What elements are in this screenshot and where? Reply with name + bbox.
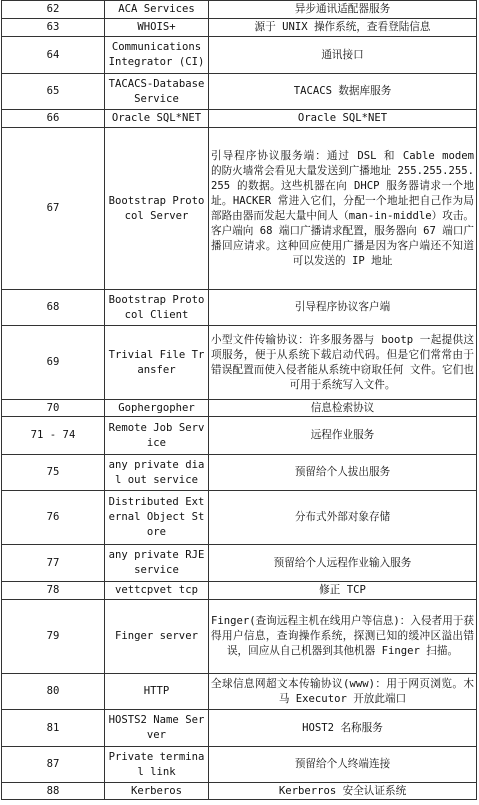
description-cell: 分布式外部对象存储	[209, 491, 477, 545]
port-number-cell: 76	[2, 491, 105, 545]
table-row	[2, 455, 477, 491]
port-number-cell: 81	[2, 710, 105, 747]
description-cell: Oracle SQL*NET	[209, 110, 477, 128]
table-row	[2, 491, 477, 545]
service-name-cell: Gophergopher	[105, 400, 209, 417]
description-cell: 预留给个人远程作业输入服务	[209, 545, 477, 582]
table-row	[2, 326, 477, 400]
port-number-cell: 71 - 74	[2, 417, 105, 455]
table-row	[2, 128, 477, 290]
port-number-cell: 69	[2, 326, 105, 400]
service-name-cell: WHOIS+	[105, 19, 209, 37]
service-name-cell: Bootstrap Protocol Client	[105, 290, 209, 326]
description-cell: 信息检索协议	[209, 400, 477, 417]
port-number-cell: 63	[2, 19, 105, 37]
description-cell: 预留给个人拔出服务	[209, 455, 477, 491]
description-cell: TACACS 数据库服务	[209, 74, 477, 110]
port-number-cell: 67	[2, 128, 105, 290]
table-row	[2, 582, 477, 600]
service-name-cell: TACACS-Database Service	[105, 74, 209, 110]
description-cell: 源于 UNIX 操作系统，查看登陆信息	[209, 19, 477, 37]
description-cell: 引导程序协议客户端	[209, 290, 477, 326]
table-row	[2, 37, 477, 74]
service-name-cell: Distributed External Object Store	[105, 491, 209, 545]
port-table	[1, 0, 477, 800]
table-row	[2, 110, 477, 128]
service-name-cell: HTTP	[105, 674, 209, 710]
service-name-cell: vettcpvet tcp	[105, 582, 209, 600]
description-cell: 通讯接口	[209, 37, 477, 74]
service-name-cell: Kerberos	[105, 783, 209, 800]
port-number-cell: 66	[2, 110, 105, 128]
service-name-cell: HOSTS2 Name Server	[105, 710, 209, 747]
service-name-cell: Finger server	[105, 600, 209, 674]
table-row	[2, 19, 477, 37]
description-cell: HOST2 名称服务	[209, 710, 477, 747]
table-row	[2, 290, 477, 326]
description-cell: 预留给个人终端连接	[209, 747, 477, 783]
port-number-cell: 88	[2, 783, 105, 800]
port-number-cell: 75	[2, 455, 105, 491]
table-row	[2, 747, 477, 783]
description-cell: 引导程序协议服务端：通过 DSL 和 Cable modem 的防火墙常会看见大量发送到广播地址 255.255.255.255 的数据。这些机器在向 DHCP 服务器请求一个地址。HACKER 常进入它们，分配一个地址把自己作为局部路由器而发起大量中间人（man-in-middle）攻击。客户端向 68 端口广播请求配置，服务器向 67 端口广播回应请求。这种回应使用广播是因为客户端还不知道可以发送的 IP 地址	[209, 128, 477, 290]
description-cell: Finger(查询远程主机在线用户等信息)：入侵者用于获得用户信息，查询操作系统，探测已知的缓冲区溢出错误，回应从自己机器到其他机器 Finger 扫描。	[209, 600, 477, 674]
table-row	[2, 400, 477, 417]
table-row	[2, 417, 477, 455]
port-number-cell: 77	[2, 545, 105, 582]
description-cell: 全球信息网超文本传输协议(www)：用于网页浏览。木马 Executor 开放此端口	[209, 674, 477, 710]
service-name-cell: Trivial File Transfer	[105, 326, 209, 400]
port-number-cell: 64	[2, 37, 105, 74]
table-row	[2, 545, 477, 582]
table-row	[2, 600, 477, 674]
port-number-cell: 62	[2, 1, 105, 19]
port-number-cell: 87	[2, 747, 105, 783]
description-cell: 修正 TCP	[209, 582, 477, 600]
service-name-cell: Oracle SQL*NET	[105, 110, 209, 128]
service-name-cell: Private terminal link	[105, 747, 209, 783]
service-name-cell: Remote Job Service	[105, 417, 209, 455]
port-number-cell: 80	[2, 674, 105, 710]
description-cell: 小型文件传输协议：许多服务器与 bootp 一起提供这项服务，便于从系统下载启动代码。但是它们常常由于错误配置而使入侵者能从系统中窃取任何 文件。它们也可用于系统写入文件。	[209, 326, 477, 400]
port-number-cell: 70	[2, 400, 105, 417]
table-row	[2, 74, 477, 110]
description-cell: 远程作业服务	[209, 417, 477, 455]
table-row	[2, 710, 477, 747]
port-table-body	[2, 1, 477, 800]
table-row	[2, 783, 477, 800]
port-number-cell: 78	[2, 582, 105, 600]
port-number-cell: 68	[2, 290, 105, 326]
service-name-cell: any private RJE service	[105, 545, 209, 582]
port-number-cell: 65	[2, 74, 105, 110]
table-row	[2, 674, 477, 710]
service-name-cell: any private dial out service	[105, 455, 209, 491]
description-cell: Kerberros 安全认证系统	[209, 783, 477, 800]
table-row	[2, 1, 477, 19]
description-cell: 异步通讯适配器服务	[209, 1, 477, 19]
service-name-cell: Communications Integrator (CI)	[105, 37, 209, 74]
service-name-cell: Bootstrap Protocol Server	[105, 128, 209, 290]
service-name-cell: ACA Services	[105, 1, 209, 19]
port-number-cell: 79	[2, 600, 105, 674]
